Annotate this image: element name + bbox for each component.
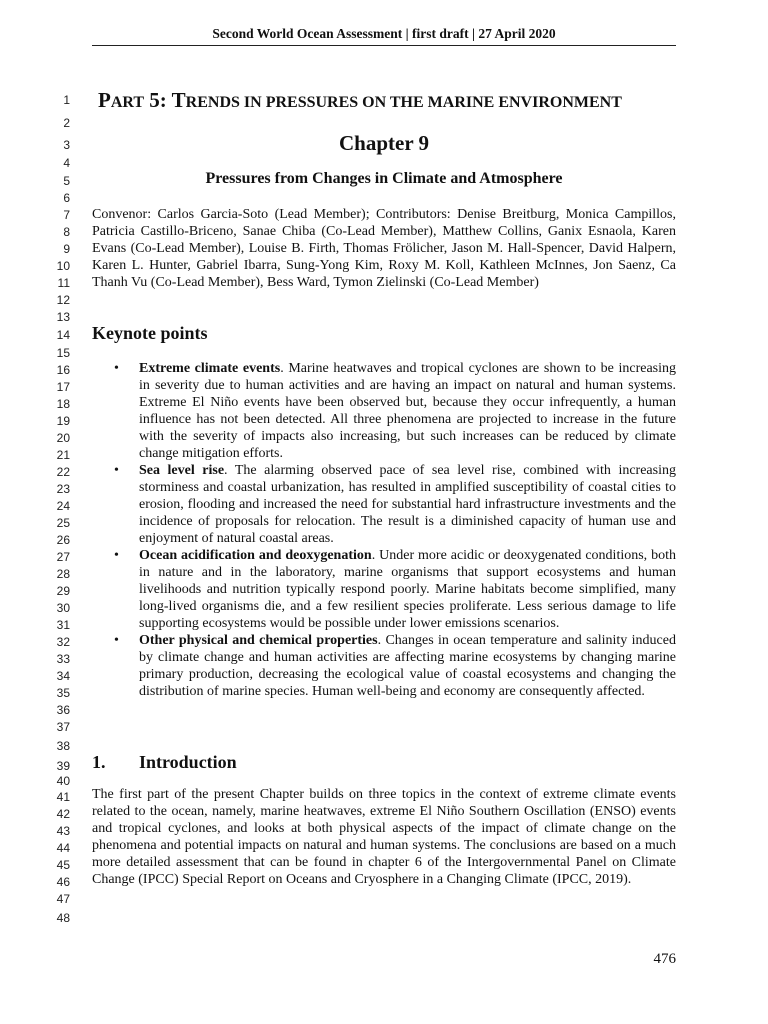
list-item: • Ocean acidification and deoxygenation. Under more acidic or deoxygenated conditions, both in nature and in the laboratory, marine organisms that support ecosystems and human livelihoods and nutrition typically respond poorly. Marine habitats become simplified, many long-lived organisms die, and a few resilient species proliferate. Less serious damage to life supporting ecosystems would be possible under lower emissions scenarios. <box>114 548 676 631</box>
page-number: 476 <box>653 951 676 967</box>
header-rule <box>92 45 676 46</box>
line-number: 10 <box>56 259 70 273</box>
line-number: 42 <box>56 807 70 821</box>
part-title: PART 5: TRENDS IN PRESSURES ON THE MARINE ENVIRONMENT <box>98 88 622 112</box>
line-number: 36 <box>56 703 70 717</box>
intro-paragraph: The first part of the present Chapter builds on three topics in the context of extreme climate events related to the ocean, namely, marine heatwaves, extreme El Niño Southern Oscillation (ENSO) events and tropical cyclones, and looks at both physical aspects of the impact of climate change on the phenomena and potential impacts on natural and human systems. The conclusions are based on a much more detailed assessment that can be found in chapter 6 of the Intergovernmental Panel on Climate Change (IPCC) Special Report on Oceans and Cryosphere in a Changing Climate (IPCC, 2019). <box>92 787 676 887</box>
line-number: 24 <box>56 499 70 513</box>
chapter-subtitle: Pressures from Changes in Climate and Atmosphere <box>205 170 563 187</box>
line-number: 7 <box>63 208 70 222</box>
keynote-list <box>92 360 676 700</box>
line-number: 30 <box>56 601 70 615</box>
bullet-icon: • <box>114 361 119 376</box>
keynote-heading: Keynote points <box>92 323 208 343</box>
line-number: 28 <box>56 567 70 581</box>
list-item: • Sea level rise. The alarming observed pace of sea level rise, combined with increasing storminess and coastal urbanization, has resulted in amplified susceptibility of coastal cities to erosion, flooding and increased the need for substantial hard infrastructure investments and the incidence of proposals for relocation. The result is a diminished capacity of human use and enjoyment of natural coastal areas. <box>114 463 676 546</box>
chapter-title: Chapter 9 <box>338 131 430 155</box>
line-number: 16 <box>56 363 70 377</box>
line-number: 23 <box>56 482 70 496</box>
line-number: 46 <box>56 875 70 889</box>
line-number: 44 <box>56 841 70 855</box>
line-number: 40 <box>56 774 70 788</box>
section-title: Introduction <box>139 752 237 772</box>
bullet-icon: • <box>114 633 119 648</box>
section-number: 1. <box>92 752 106 772</box>
line-number: 33 <box>56 652 70 666</box>
line-number: 35 <box>56 686 70 700</box>
line-number: 45 <box>56 858 70 872</box>
line-number: 17 <box>56 380 70 394</box>
line-number: 3 <box>63 138 70 152</box>
line-number: 11 <box>57 276 70 290</box>
line-number: 26 <box>56 533 70 547</box>
line-number: 31 <box>56 618 70 632</box>
line-number: 32 <box>56 635 70 649</box>
line-number: 34 <box>56 669 70 683</box>
running-header: Second World Ocean Assessment | first draft | 27 April 2020 <box>212 26 556 41</box>
line-number: 13 <box>56 310 70 324</box>
line-number: 37 <box>56 720 70 734</box>
line-number: 9 <box>63 242 70 256</box>
line-number: 41 <box>56 790 70 804</box>
line-number: 29 <box>56 584 70 598</box>
line-number: 22 <box>56 465 70 479</box>
line-number: 21 <box>56 448 70 462</box>
line-number: 39 <box>56 759 70 773</box>
line-number: 8 <box>63 225 70 239</box>
line-number: 1 <box>63 93 70 107</box>
list-item: • Extreme climate events. Marine heatwaves and tropical cyclones are shown to be increasing in severity due to human activities and are having an impact on natural and human systems. Extreme El Niño events have been observed but, because they occur infrequently, a human influence has not been detected. All three phenomena are projected to increase in the future with the severity of impacts also increasing, but such increases can be reduced by climate change mitigation efforts. <box>114 361 677 461</box>
line-number: 15 <box>56 346 70 360</box>
line-number: 6 <box>63 191 70 205</box>
line-number: 48 <box>56 911 70 925</box>
line-number: 47 <box>56 892 70 906</box>
line-number: 12 <box>56 293 70 307</box>
line-number: 25 <box>56 516 70 530</box>
line-number: 19 <box>56 414 70 428</box>
line-number: 20 <box>56 431 70 445</box>
line-number: 43 <box>56 824 70 838</box>
bullet-icon: • <box>114 463 119 478</box>
line-number: 27 <box>56 550 70 564</box>
line-number: 38 <box>56 739 70 753</box>
list-item: • Other physical and chemical properties. Changes in ocean temperature and salinity induced by climate change and human activities are affecting marine ecosystems by changing marine primary production, decreasing the ecological value of coastal ecosystems and changing the distribution of marine species. Human well-being and economy are consequently affected. <box>114 633 676 699</box>
line-number: 5 <box>63 174 70 188</box>
line-number: 2 <box>63 116 70 130</box>
line-number: 4 <box>63 156 70 170</box>
line-number: 14 <box>56 328 70 342</box>
bullet-icon: • <box>114 548 119 563</box>
contributors: Convenor: Carlos Garcia-Soto (Lead Member); Contributors: Denise Breitburg, Monica Campillos, Patricia Castillo-Briceno, Sanae Chiba (Co-Lead Member), Matthew Collins, Ganix Esnaola, Karen Evans (Co-Lead Member), Louise B. Firth, Thomas Frölicher, Jason M. Hall-Spencer, David Halpern, Karen L. Hunter, Gabriel Ibarra, Sung-Yong Kim, Roxy M. Koll, Kathleen McInnes, Jon Saenz, Ca Thanh Vu (Co-Lead Member), Bess Ward, Tymon Zielinski (Co-Lead Member) <box>92 207 676 290</box>
line-number: 18 <box>56 397 70 411</box>
